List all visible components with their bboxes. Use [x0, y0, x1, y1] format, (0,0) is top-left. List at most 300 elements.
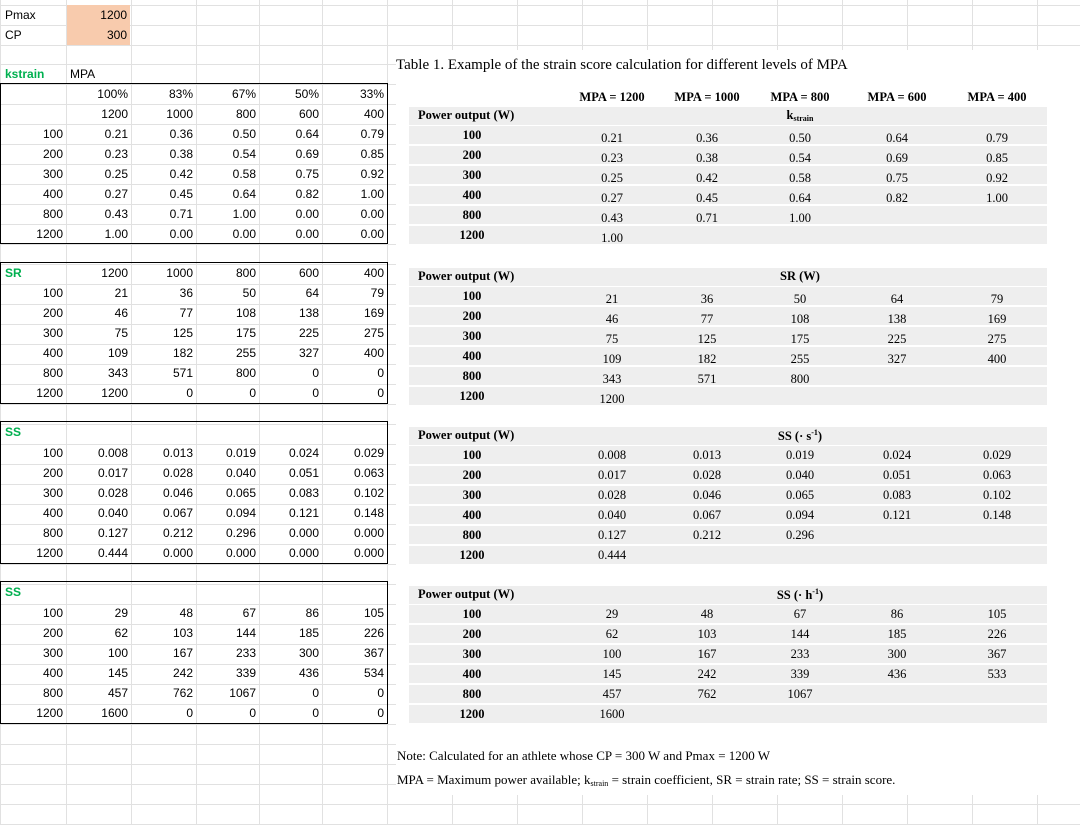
- ss-hour-value-cell[interactable]: 339: [235, 666, 256, 680]
- ss-hour-power-cell[interactable]: 400: [42, 666, 63, 680]
- sr-mpa-header-cell[interactable]: 800: [235, 266, 256, 280]
- mpa-header-cell[interactable]: 1000: [166, 107, 193, 121]
- sr-power-cell[interactable]: 800: [42, 366, 63, 380]
- table-value-cell: 0.64: [886, 131, 908, 145]
- kstrain-value-cell[interactable]: 0.00: [360, 227, 384, 241]
- ss-sec-value-cell[interactable]: 0.444: [97, 546, 128, 560]
- table-row-band: [409, 367, 1047, 385]
- ss-sec-power-cell[interactable]: 800: [42, 526, 63, 540]
- ss-hour-value-cell[interactable]: 144: [235, 626, 256, 640]
- power-output-value: 100: [462, 448, 482, 462]
- table-row-band: [409, 166, 1047, 184]
- table-value-cell: 571: [697, 372, 717, 386]
- table-caption: Table 1. Example of the strain score calculation for different levels of MPA: [396, 57, 848, 73]
- sr-value-cell[interactable]: 1200: [101, 386, 128, 400]
- ss-hour-power-cell[interactable]: 200: [42, 626, 63, 640]
- table-value-cell: 50: [793, 292, 807, 306]
- ss-hour-value-cell[interactable]: 242: [172, 666, 193, 680]
- sr-value-cell[interactable]: 800: [235, 366, 256, 380]
- ss-hour-value-cell[interactable]: 29: [114, 606, 128, 620]
- param-value-pmax[interactable]: 1200: [67, 5, 130, 25]
- sr-power-cell[interactable]: 400: [42, 346, 63, 360]
- percent-header-cell[interactable]: 67%: [231, 87, 256, 101]
- ss-sec-value-cell[interactable]: 0.127: [97, 526, 128, 540]
- ss-sec-block-title[interactable]: SS: [5, 425, 22, 439]
- kstrain-value-cell[interactable]: 0.82: [295, 187, 319, 201]
- table-value-cell: 0.024: [882, 448, 912, 462]
- table-value-cell: 64: [890, 292, 904, 306]
- table-value-cell: 0.58: [789, 171, 811, 185]
- kstrain-value-cell[interactable]: 0.00: [232, 227, 256, 241]
- sr-value-cell[interactable]: 50: [242, 286, 256, 300]
- power-output-value: 800: [462, 528, 482, 542]
- table-value-cell: 1067: [787, 687, 813, 701]
- sr-value-cell[interactable]: 36: [179, 286, 193, 300]
- table-value-cell: 0.75: [886, 171, 908, 185]
- ss-hour-value-cell[interactable]: 105: [363, 606, 384, 620]
- ss-hour-value-cell[interactable]: 300: [298, 646, 319, 660]
- param-label-pmax[interactable]: Pmax: [5, 8, 36, 22]
- power-output-value: 100: [462, 607, 482, 621]
- table-value-cell: 0.029: [982, 448, 1012, 462]
- table-note-line-2: [397, 772, 895, 788]
- power-output-value: 200: [462, 309, 482, 323]
- table-value-cell: 800: [790, 372, 810, 386]
- ss-hour-value-cell[interactable]: 0: [312, 706, 319, 720]
- mpa-header-cell[interactable]: 600: [298, 107, 319, 121]
- table-value-cell: 145: [602, 667, 622, 681]
- sr-value-cell[interactable]: 46: [114, 306, 128, 320]
- table-value-cell: 0.82: [886, 191, 908, 205]
- kstrain-value-cell[interactable]: 1.00: [232, 207, 256, 221]
- power-output-value: 100: [462, 289, 482, 303]
- sr-value-cell[interactable]: 138: [298, 306, 319, 320]
- kstrain-power-cell[interactable]: 300: [42, 167, 63, 181]
- kstrain-value-cell[interactable]: 0.43: [104, 207, 128, 221]
- table-value-cell: 100: [602, 647, 622, 661]
- table-value-cell: 0.051: [882, 468, 912, 482]
- kstrain-value-cell[interactable]: 0.42: [169, 167, 193, 181]
- power-output-value: 400: [462, 667, 482, 681]
- kstrain-value-cell[interactable]: 0.71: [169, 207, 193, 221]
- paper-table-panel: [396, 50, 1080, 795]
- sr-value-cell[interactable]: 75: [114, 326, 128, 340]
- kstrain-value-cell[interactable]: 0.64: [232, 187, 256, 201]
- table-value-cell: 0.69: [886, 151, 908, 165]
- sr-value-cell[interactable]: 175: [235, 326, 256, 340]
- ss-hour-value-cell[interactable]: 145: [107, 666, 128, 680]
- section-label-text: SS (· h: [776, 588, 813, 602]
- sr-value-cell[interactable]: 571: [172, 366, 193, 380]
- column-header: MPA = 800: [770, 90, 830, 104]
- kstrain-value-cell[interactable]: 0.25: [104, 167, 128, 181]
- param-label-cp[interactable]: CP: [5, 28, 22, 42]
- table-row-band: [409, 645, 1047, 663]
- power-output-value: 200: [462, 627, 482, 641]
- ss-sec-value-cell[interactable]: 0.063: [353, 466, 384, 480]
- ss-hour-value-cell[interactable]: 62: [114, 626, 128, 640]
- note-kstrain-sub: strain: [590, 779, 609, 788]
- table-value-cell: 0.71: [696, 211, 718, 225]
- sr-value-cell[interactable]: 0: [312, 386, 319, 400]
- power-output-value: 300: [462, 329, 482, 343]
- mpa-label[interactable]: MPA: [70, 67, 96, 81]
- sr-block-title[interactable]: SR: [5, 266, 22, 280]
- table-value-cell: 0.64: [789, 191, 811, 205]
- table-value-cell: 327: [887, 352, 907, 366]
- kstrain-value-cell[interactable]: 0.45: [169, 187, 193, 201]
- table-value-cell: 75: [605, 332, 619, 346]
- ss-hour-value-cell[interactable]: 1600: [101, 706, 128, 720]
- ss-sec-value-cell[interactable]: 0.019: [225, 446, 256, 460]
- power-output-value: 400: [462, 349, 482, 363]
- table-value-cell: 1600: [599, 707, 625, 721]
- table-value-cell: 67: [793, 607, 807, 621]
- table-value-cell: 29: [605, 607, 619, 621]
- table-value-cell: 533: [987, 667, 1007, 681]
- kstrain-power-cell[interactable]: 100: [42, 127, 63, 141]
- table-value-cell: 21: [605, 292, 619, 306]
- kstrain-value-cell[interactable]: 1.00: [360, 187, 384, 201]
- section-label: [780, 269, 820, 284]
- kstrain-power-cell[interactable]: 800: [42, 207, 63, 221]
- sr-value-cell[interactable]: 255: [235, 346, 256, 360]
- power-output-value: 800: [462, 208, 482, 222]
- table-row-band: [409, 327, 1047, 345]
- percent-header-cell[interactable]: 33%: [359, 87, 384, 101]
- sr-value-cell[interactable]: 77: [179, 306, 193, 320]
- ss-sec-value-cell[interactable]: 0.000: [288, 526, 319, 540]
- power-output-value: 800: [462, 369, 482, 383]
- sr-value-cell[interactable]: 343: [107, 366, 128, 380]
- ss-hour-value-cell[interactable]: 86: [305, 606, 319, 620]
- ss-hour-value-cell[interactable]: 762: [172, 686, 193, 700]
- ss-hour-power-cell[interactable]: 800: [42, 686, 63, 700]
- ss-hour-value-cell[interactable]: 233: [235, 646, 256, 660]
- section-label-tail: ): [818, 588, 824, 602]
- table-value-cell: 1.00: [789, 211, 811, 225]
- mpa-header-cell[interactable]: 400: [363, 107, 384, 121]
- ss-sec-value-cell[interactable]: 0.040: [225, 466, 256, 480]
- kstrain-value-cell[interactable]: 0.92: [360, 167, 384, 181]
- kstrain-value-cell[interactable]: 0.75: [295, 167, 319, 181]
- power-output-value: 400: [462, 188, 482, 202]
- ss-sec-value-cell[interactable]: 0.148: [353, 506, 384, 520]
- ss-hour-power-cell[interactable]: 100: [42, 606, 63, 620]
- sr-power-cell[interactable]: 200: [42, 306, 63, 320]
- column-header: MPA = 400: [967, 90, 1027, 104]
- table-value-cell: 48: [700, 607, 714, 621]
- ss-hour-value-cell[interactable]: 67: [242, 606, 256, 620]
- sr-power-cell[interactable]: 1200: [36, 386, 63, 400]
- table-value-cell: 169: [987, 312, 1007, 326]
- table-value-cell: 0.21: [601, 131, 623, 145]
- column-header: MPA = 1000: [674, 90, 740, 104]
- ss-hour-value-cell[interactable]: 185: [298, 626, 319, 640]
- kstrain-value-cell[interactable]: 0.58: [232, 167, 256, 181]
- table-note-line-1: Note: Calculated for an athlete whose CP = 300 W and Pmax = 1200 W: [397, 748, 771, 763]
- ss-sec-value-cell[interactable]: 0.000: [225, 546, 256, 560]
- power-output-value: 200: [462, 148, 482, 162]
- section-label: [787, 108, 814, 123]
- ss-sec-value-cell[interactable]: 0.000: [353, 526, 384, 540]
- table-value-cell: 0.36: [696, 131, 718, 145]
- ss-sec-value-cell[interactable]: 0.094: [225, 506, 256, 520]
- ss-hour-value-cell[interactable]: 226: [363, 626, 384, 640]
- table-value-cell: 167: [697, 647, 717, 661]
- kstrain-block-title[interactable]: kstrain: [5, 67, 45, 81]
- table-value-cell: 0.013: [692, 448, 722, 462]
- ss-sec-value-cell[interactable]: 0.212: [162, 526, 193, 540]
- table-value-cell: 367: [987, 647, 1007, 661]
- table-row-band: [409, 506, 1047, 524]
- sr-mpa-header-cell[interactable]: 400: [363, 266, 384, 280]
- table-row-band: [409, 705, 1047, 723]
- ss-sec-value-cell[interactable]: 0.051: [288, 466, 319, 480]
- ss-hour-value-cell[interactable]: 48: [179, 606, 193, 620]
- table-value-cell: 225: [887, 332, 907, 346]
- table-value-cell: 0.43: [601, 211, 623, 225]
- ss-sec-value-cell[interactable]: 0.017: [97, 466, 128, 480]
- table-value-cell: 175: [790, 332, 810, 346]
- kstrain-power-cell[interactable]: 400: [42, 187, 63, 201]
- section-label: [778, 428, 822, 444]
- column-header: MPA = 1200: [579, 90, 645, 104]
- table-row-band: [409, 206, 1047, 224]
- ss-sec-value-cell[interactable]: 0.028: [162, 466, 193, 480]
- sr-value-cell[interactable]: 64: [305, 286, 319, 300]
- ss-hour-value-cell[interactable]: 0: [249, 706, 256, 720]
- ss-hour-block-title[interactable]: SS: [5, 585, 22, 599]
- ss-sec-value-cell[interactable]: 0.000: [288, 546, 319, 560]
- ss-sec-value-cell[interactable]: 0.013: [162, 446, 193, 460]
- ss-hour-value-cell[interactable]: 100: [107, 646, 128, 660]
- kstrain-value-cell[interactable]: 0.54: [232, 147, 256, 161]
- table-value-cell: 109: [602, 352, 622, 366]
- table-value-cell: 62: [605, 627, 619, 641]
- ss-hour-power-cell[interactable]: 300: [42, 646, 63, 660]
- table-value-cell: 0.27: [601, 191, 623, 205]
- kstrain-power-cell[interactable]: 200: [42, 147, 63, 161]
- kstrain-value-cell[interactable]: 1.00: [104, 227, 128, 241]
- table-value-cell: 233: [790, 647, 810, 661]
- ss-hour-value-cell[interactable]: 0: [312, 686, 319, 700]
- table-row-band: [409, 526, 1047, 544]
- sr-value-cell[interactable]: 169: [363, 306, 384, 320]
- table-value-cell: 86: [890, 607, 904, 621]
- kstrain-value-cell[interactable]: 0.38: [169, 147, 193, 161]
- ss-hour-value-cell[interactable]: 534: [363, 666, 384, 680]
- kstrain-value-cell[interactable]: 0.79: [360, 127, 384, 141]
- kstrain-value-cell[interactable]: 0.50: [232, 127, 256, 141]
- table-row-band: [409, 625, 1047, 643]
- table-value-cell: 0.121: [882, 508, 912, 522]
- sr-value-cell[interactable]: 0: [377, 386, 384, 400]
- ss-sec-value-cell[interactable]: 0.102: [353, 486, 384, 500]
- table-value-cell: 0.028: [597, 488, 627, 502]
- table-row-band: [409, 665, 1047, 683]
- table-value-cell: 0.85: [986, 151, 1008, 165]
- table-value-cell: 77: [700, 312, 714, 326]
- sr-value-cell[interactable]: 79: [370, 286, 384, 300]
- kstrain-value-cell[interactable]: 0.69: [295, 147, 319, 161]
- sr-value-cell[interactable]: 182: [172, 346, 193, 360]
- sr-mpa-header-cell[interactable]: 1000: [166, 266, 193, 280]
- table-value-cell: 0.25: [601, 171, 623, 185]
- kstrain-value-cell[interactable]: 0.36: [169, 127, 193, 141]
- table-value-cell: 0.083: [882, 488, 912, 502]
- table-value-cell: 0.444: [597, 548, 627, 562]
- table-value-cell: 762: [697, 687, 717, 701]
- table-value-cell: 226: [987, 627, 1007, 641]
- ss-hour-power-cell[interactable]: 1200: [36, 706, 63, 720]
- note-definitions-text: = strain coefficient, SR = strain rate; SS = strain score.: [608, 772, 896, 787]
- power-output-value: 200: [462, 468, 482, 482]
- ss-sec-value-cell[interactable]: 0.067: [162, 506, 193, 520]
- table-value-cell: 0.019: [785, 448, 815, 462]
- section-label-text: SR (W): [780, 269, 820, 283]
- power-output-value: 1200: [459, 548, 485, 562]
- ss-sec-value-cell[interactable]: 0.083: [288, 486, 319, 500]
- power-output-value: 300: [462, 488, 482, 502]
- sr-value-cell[interactable]: 21: [114, 286, 128, 300]
- sr-value-cell[interactable]: 0: [186, 386, 193, 400]
- power-output-header: Power output (W): [418, 269, 515, 283]
- power-output-value: 800: [462, 687, 482, 701]
- sr-value-cell[interactable]: 108: [235, 306, 256, 320]
- table-value-cell: 144: [790, 627, 810, 641]
- table-row-band: [409, 486, 1047, 504]
- table-value-cell: 0.017: [597, 468, 627, 482]
- ss-hour-value-cell[interactable]: 0: [186, 706, 193, 720]
- sr-value-cell[interactable]: 275: [363, 326, 384, 340]
- ss-sec-value-cell[interactable]: 0.065: [225, 486, 256, 500]
- ss-sec-power-cell[interactable]: 400: [42, 506, 63, 520]
- ss-hour-value-cell[interactable]: 103: [172, 626, 193, 640]
- table-row-band: [409, 226, 1047, 244]
- kstrain-value-cell[interactable]: 0.85: [360, 147, 384, 161]
- kstrain-value-cell[interactable]: 0.00: [295, 207, 319, 221]
- section-label-subscript: strain: [793, 114, 814, 123]
- power-output-header: Power output (W): [418, 428, 515, 442]
- sr-mpa-header-cell[interactable]: 1200: [101, 266, 128, 280]
- table-row-band: [409, 466, 1047, 484]
- table-value-cell: 108: [790, 312, 810, 326]
- table-value-cell: 255: [790, 352, 810, 366]
- ss-sec-value-cell[interactable]: 0.028: [97, 486, 128, 500]
- sr-value-cell[interactable]: 0: [249, 386, 256, 400]
- table-value-cell: 0.148: [982, 508, 1012, 522]
- power-output-value: 300: [462, 647, 482, 661]
- ss-hour-value-cell[interactable]: 167: [172, 646, 193, 660]
- ss-hour-value-cell[interactable]: 0: [377, 706, 384, 720]
- ss-sec-value-cell[interactable]: 0.029: [353, 446, 384, 460]
- ss-hour-value-cell[interactable]: 457: [107, 686, 128, 700]
- table-value-cell: 138: [887, 312, 907, 326]
- ss-sec-value-cell[interactable]: 0.000: [353, 546, 384, 560]
- sr-value-cell[interactable]: 0: [312, 366, 319, 380]
- sr-value-cell[interactable]: 327: [298, 346, 319, 360]
- ss-sec-value-cell[interactable]: 0.121: [288, 506, 319, 520]
- kstrain-value-cell[interactable]: 0.00: [295, 227, 319, 241]
- ss-sec-power-cell[interactable]: 100: [42, 446, 63, 460]
- ss-sec-value-cell[interactable]: 0.000: [162, 546, 193, 560]
- sr-value-cell[interactable]: 225: [298, 326, 319, 340]
- power-output-header: Power output (W): [418, 108, 515, 122]
- table-value-cell: 1.00: [986, 191, 1008, 205]
- ss-hour-value-cell[interactable]: 367: [363, 646, 384, 660]
- kstrain-power-cell[interactable]: 1200: [36, 227, 63, 241]
- ss-sec-power-cell[interactable]: 300: [42, 486, 63, 500]
- ss-hour-value-cell[interactable]: 1067: [229, 686, 256, 700]
- table-value-cell: 343: [602, 372, 622, 386]
- table-value-cell: 125: [697, 332, 717, 346]
- table-value-cell: 79: [990, 292, 1004, 306]
- ss-sec-value-cell[interactable]: 0.046: [162, 486, 193, 500]
- sr-value-cell[interactable]: 400: [363, 346, 384, 360]
- percent-header-cell[interactable]: 83%: [168, 87, 193, 101]
- sr-power-cell[interactable]: 300: [42, 326, 63, 340]
- table-row-band: [409, 287, 1047, 305]
- table-value-cell: 0.79: [986, 131, 1008, 145]
- table-value-cell: 0.094: [785, 508, 815, 522]
- sr-mpa-header-cell[interactable]: 600: [298, 266, 319, 280]
- table-row-band: [409, 307, 1047, 325]
- ss-sec-value-cell[interactable]: 0.296: [225, 526, 256, 540]
- ss-sec-value-cell[interactable]: 0.040: [97, 506, 128, 520]
- kstrain-value-cell[interactable]: 0.00: [360, 207, 384, 221]
- mpa-header-cell[interactable]: 800: [235, 107, 256, 121]
- column-header: MPA = 600: [867, 90, 927, 104]
- table-row-band: [409, 605, 1047, 623]
- table-value-cell: 0.50: [789, 131, 811, 145]
- ss-sec-value-cell[interactable]: 0.008: [97, 446, 128, 460]
- ss-hour-value-cell[interactable]: 0: [377, 686, 384, 700]
- percent-header-cell[interactable]: 100%: [97, 87, 128, 101]
- power-output-value: 400: [462, 508, 482, 522]
- power-output-value: 1200: [459, 228, 485, 242]
- table-value-cell: 0.040: [785, 468, 815, 482]
- ss-sec-power-cell[interactable]: 200: [42, 466, 63, 480]
- table-value-cell: 242: [697, 667, 717, 681]
- table-value-cell: 36: [700, 292, 714, 306]
- table-value-cell: 0.028: [692, 468, 722, 482]
- table-value-cell: 0.046: [692, 488, 722, 502]
- kstrain-value-cell[interactable]: 0.00: [169, 227, 193, 241]
- section-label-text: k: [786, 108, 794, 122]
- kstrain-value-cell[interactable]: 0.64: [295, 127, 319, 141]
- table-value-cell: 103: [697, 627, 717, 641]
- param-value-cp[interactable]: 300: [67, 25, 130, 45]
- kstrain-value-cell[interactable]: 0.21: [104, 127, 128, 141]
- power-output-value: 1200: [459, 707, 485, 721]
- sr-value-cell[interactable]: 0: [377, 366, 384, 380]
- ss-sec-value-cell[interactable]: 0.024: [288, 446, 319, 460]
- mpa-header-cell[interactable]: 1200: [101, 107, 128, 121]
- sr-value-cell[interactable]: 109: [107, 346, 128, 360]
- sr-value-cell[interactable]: 125: [172, 326, 193, 340]
- section-label-superscript: -1: [811, 428, 818, 437]
- table-value-cell: 0.040: [597, 508, 627, 522]
- kstrain-value-cell[interactable]: 0.27: [104, 187, 128, 201]
- ss-sec-power-cell[interactable]: 1200: [36, 546, 63, 560]
- sr-power-cell[interactable]: 100: [42, 286, 63, 300]
- kstrain-value-cell[interactable]: 0.23: [104, 147, 128, 161]
- table-value-cell: 0.008: [597, 448, 627, 462]
- percent-header-cell[interactable]: 50%: [294, 87, 319, 101]
- table-row-band: [409, 146, 1047, 164]
- ss-hour-value-cell[interactable]: 436: [298, 666, 319, 680]
